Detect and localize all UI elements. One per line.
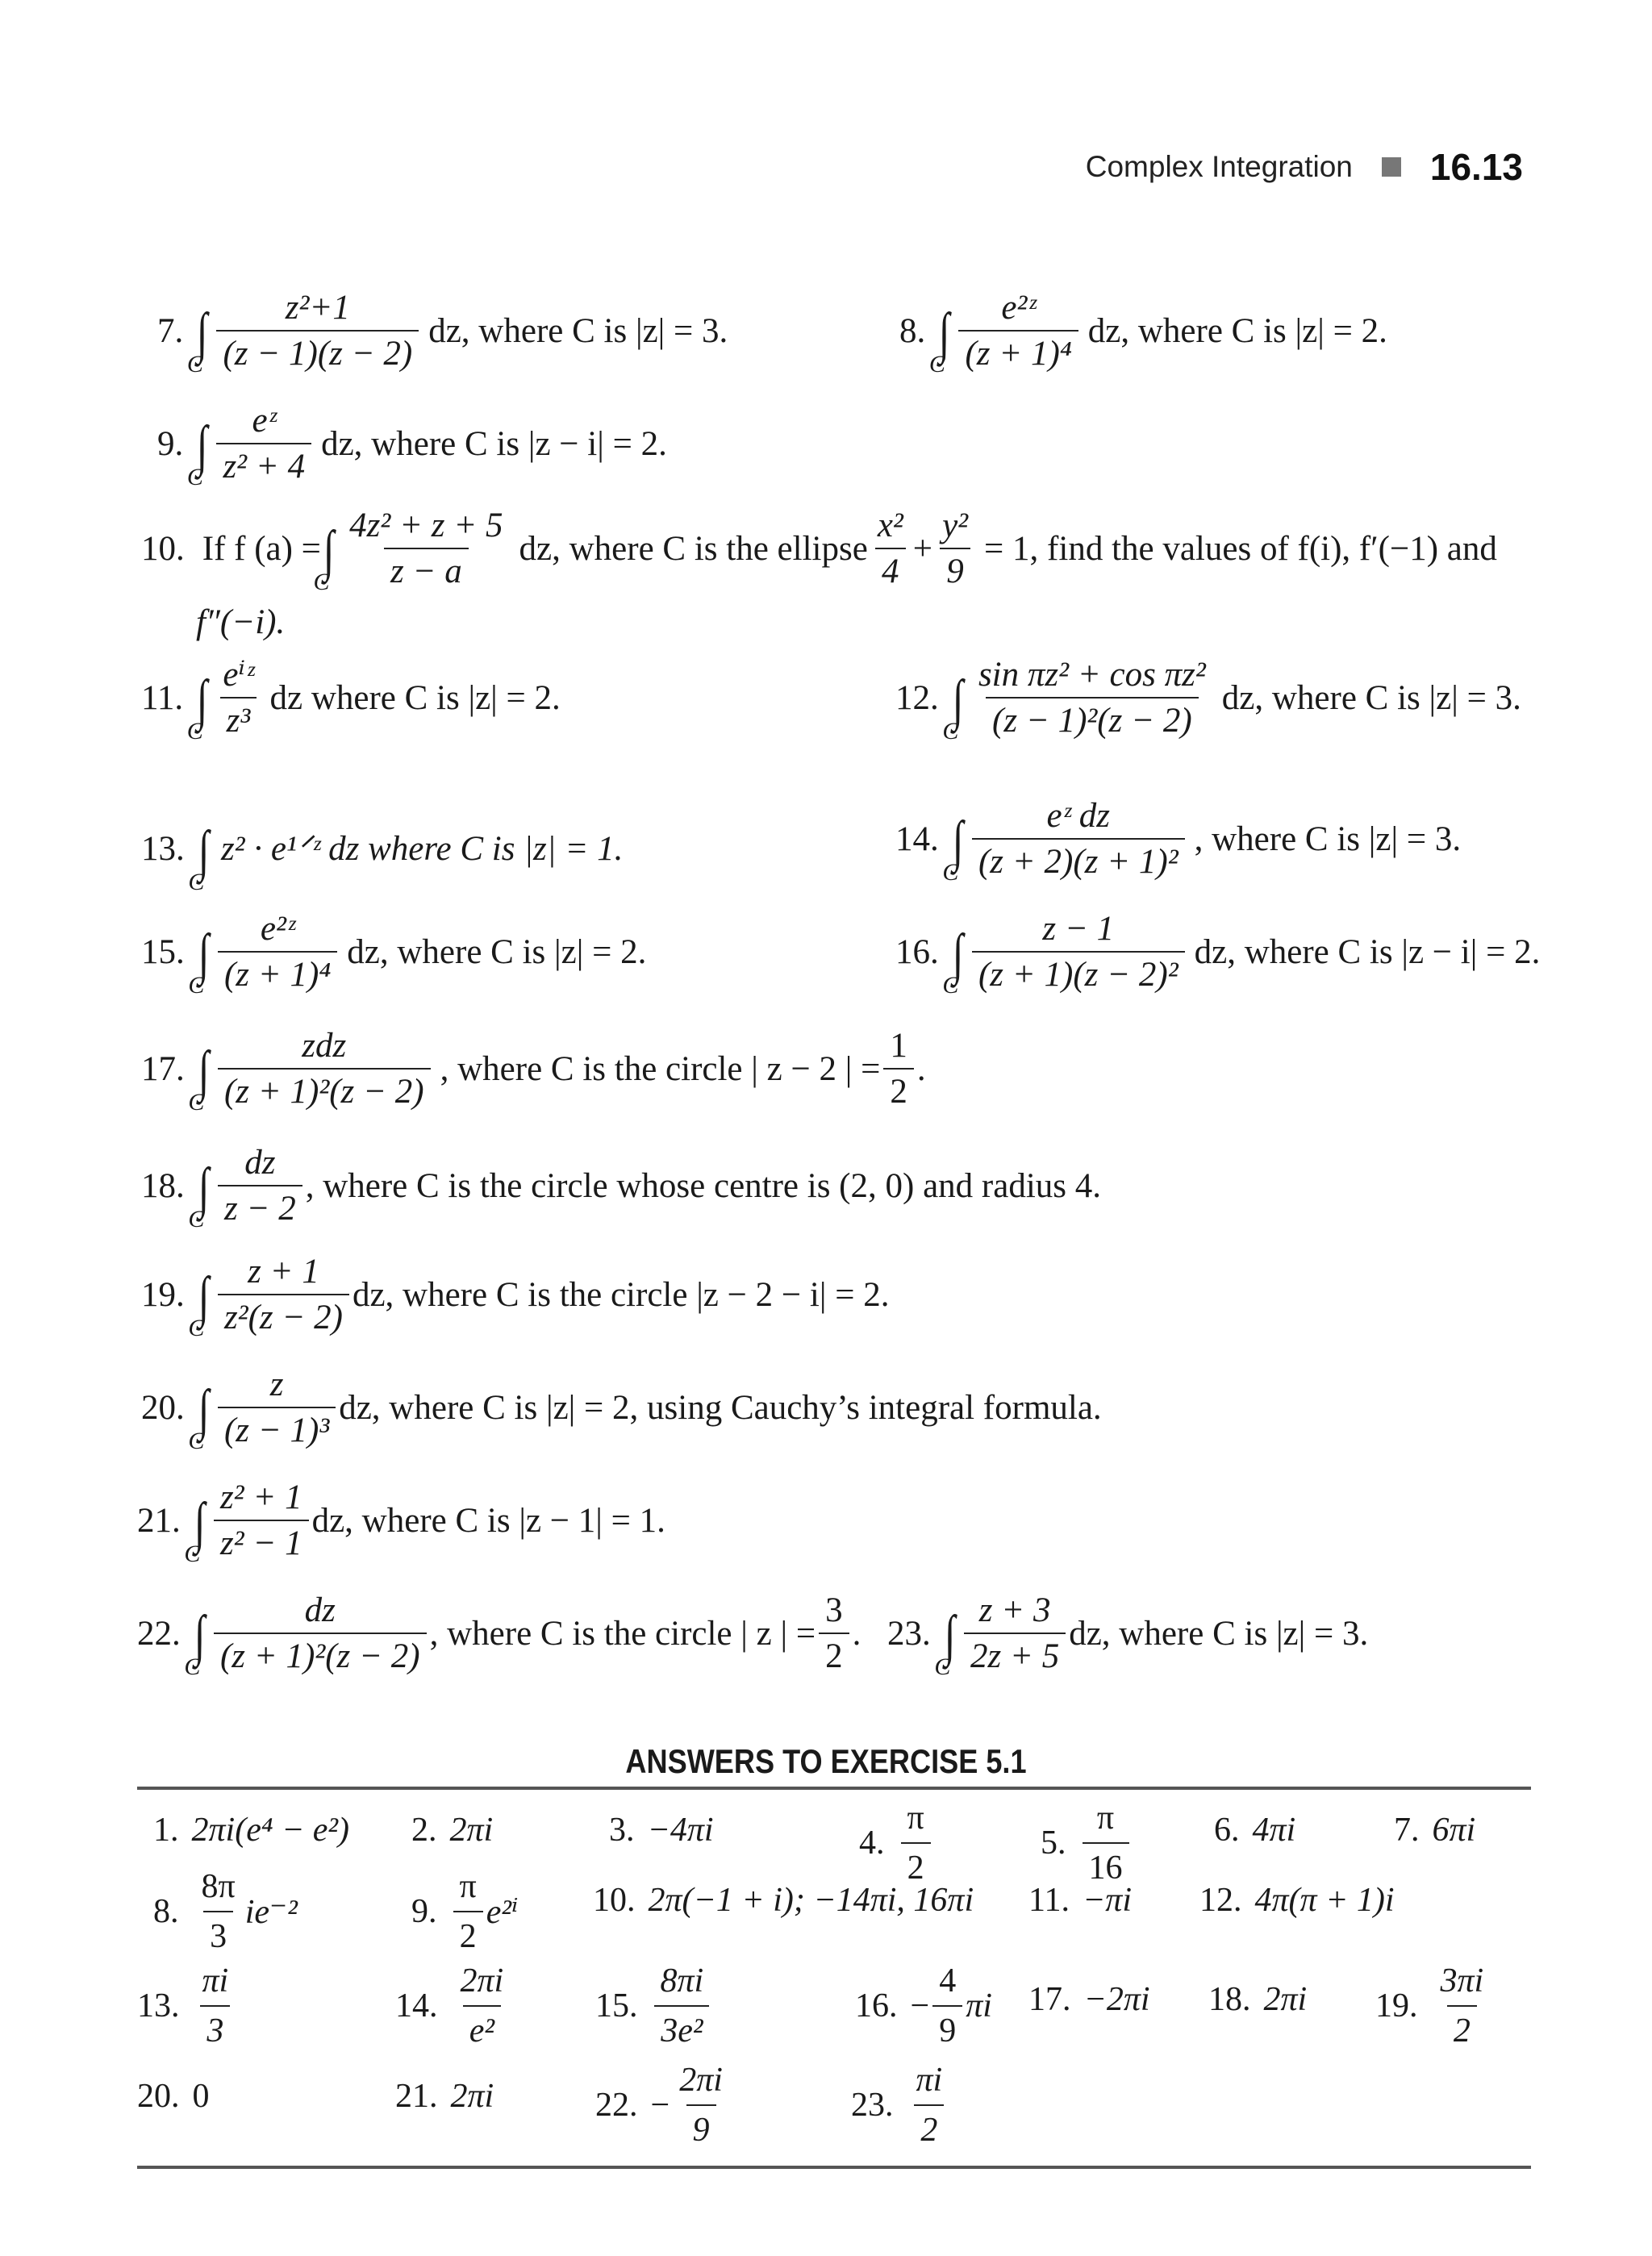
- exercise-16: [895, 910, 1541, 999]
- radius-fraction: $\frac{3}{2}$: [819, 1593, 849, 1674]
- exercise-text: f″(−i).: [196, 603, 286, 641]
- answer-7: 7. 6πi: [1394, 1812, 1476, 1849]
- integral-sign: ∫ C: [942, 923, 964, 999]
- answer-9: 9. $\frac{\pi}{2}$ e²ⁱ: [411, 1868, 519, 1955]
- exercise-21: [137, 1478, 665, 1567]
- exercise-number: 17.: [141, 1049, 185, 1088]
- period: .: [852, 1614, 861, 1653]
- integrand-fraction: $\frac{\text{sin πz² + cos πz²}}{\text{(z − 1)²(z − 2)}}$: [978, 656, 1206, 740]
- integral-sign: ∫ C: [313, 519, 335, 595]
- exercise-text: dz, where C is |z| = 3.: [1221, 678, 1521, 717]
- integrand-fraction: $\frac{\text{e²ᶻ}}{\text{(z + 1)⁴}}$: [958, 290, 1078, 371]
- integral-sign: ∫ C: [942, 669, 964, 744]
- exercise-text: , where C is the circle | z | =: [429, 1614, 816, 1653]
- exercise-number: 13.: [141, 830, 185, 868]
- answers-top-rule: [137, 1787, 1531, 1790]
- integral-sign: ∫ C: [188, 1266, 210, 1341]
- answer-4: 4. $\frac{\pi}{2}$: [859, 1799, 934, 1887]
- exercise-10: [141, 507, 1497, 595]
- exercise-number: 14.: [895, 819, 939, 858]
- answer-14: 14. $\frac{2\pi i}{\text{e²}}$: [395, 1962, 504, 2050]
- exercise-15: [141, 910, 647, 999]
- exercise-number: 7.: [157, 311, 184, 350]
- exercise-number: 22.: [137, 1614, 181, 1653]
- integrand-fraction: $\frac{z + 3}{2z + 5}$: [964, 1593, 1066, 1674]
- integral-sign: ∫ C: [188, 820, 210, 895]
- integrand-fraction: $\frac{\text{zdz}}{\text{(z + 1)²(z − 2)}}$: [218, 1028, 431, 1109]
- exercise-text: dz where C is |z| = 2.: [269, 678, 561, 717]
- exercise-9: [157, 402, 667, 490]
- exercise-12: [895, 656, 1521, 744]
- answer-2: 2. 2πi: [411, 1812, 494, 1849]
- exercise-text: , where C is |z| = 3.: [1194, 819, 1462, 858]
- answer-20: 20. 0: [137, 2078, 210, 2115]
- exercise-number: 10.: [141, 529, 185, 568]
- integral-sign: ∫ C: [186, 415, 208, 490]
- exercise-number: 19.: [141, 1275, 185, 1314]
- exercise-number: 15.: [141, 932, 185, 971]
- integrand-fraction: $\frac{z}{\text{(z − 1)³}}$: [218, 1367, 336, 1448]
- exercise-8: [899, 289, 1387, 377]
- page-header: [1086, 145, 1523, 189]
- exercise-7: [157, 289, 728, 377]
- answer-8: 8. $\frac{8\pi}{3}$ ie⁻²: [153, 1868, 298, 1955]
- exercise-text: , where C is the circle | z − 2 | =: [440, 1049, 881, 1088]
- exercise-23: [887, 1591, 1369, 1680]
- exercise-number: 12.: [895, 678, 939, 717]
- ellipse-x-term: $\frac{\text{x²}}{4}$: [871, 508, 910, 589]
- integrand-fraction: $\frac{z + 1}{\text{z²(z − 2)}}$: [218, 1254, 349, 1335]
- integral-sign: ∫ C: [186, 302, 208, 377]
- page-number: 16.13: [1429, 146, 1523, 188]
- square-bullet-icon: [1382, 157, 1401, 177]
- answer-1: 1. 2πi(e⁴ − e²): [153, 1812, 350, 1849]
- integral-sign: ∫ C: [188, 1040, 210, 1115]
- exercise-number: 11.: [141, 678, 184, 717]
- ellipse-y-term: $\frac{\text{y²}}{9}$: [936, 508, 974, 589]
- exercise-number: 20.: [141, 1388, 185, 1427]
- integrand-fraction: $\frac{\text{e²ᶻ}}{\text{(z + 1)⁴}}$: [218, 911, 337, 992]
- exercise-text: dz, where C is |z − 1| = 1.: [311, 1501, 665, 1540]
- exercise-text: dz, where C is |z| = 2.: [347, 932, 647, 971]
- answer-12: 12. 4π(π + 1)i: [1199, 1882, 1395, 1919]
- exercise-number: 9.: [157, 424, 184, 463]
- integral-sign: ∫ C: [188, 1157, 210, 1232]
- integral-sign: ∫ C: [188, 923, 210, 999]
- integral-sign: ∫ C: [184, 1491, 206, 1567]
- exercise-text: dz, where C is |z − i| = 2.: [1194, 932, 1541, 971]
- answer-19: 19. $\frac{3\pi i}{2}$: [1375, 1962, 1484, 2050]
- exercise-text: z² · e¹ᐟᶻ dz where C is |z| = 1.: [220, 830, 624, 868]
- exercise-lead: If f (a) =: [202, 529, 321, 568]
- section-title: Complex Integration: [1085, 150, 1353, 183]
- exercise-number: 21.: [137, 1501, 181, 1540]
- exercise-14: [895, 797, 1462, 886]
- exercise-number: 18.: [141, 1166, 185, 1205]
- exercise-17: [141, 1027, 926, 1115]
- integrand-fraction: $\frac{\text{eⁱᶻ}}{\text{z³}}$: [216, 657, 260, 738]
- exercise-20: [141, 1366, 1102, 1454]
- integrand-fraction: $\frac{\text{eᶻ dz}}{\text{(z + 2)(z + 1)²}}$: [972, 799, 1185, 879]
- exercise-text: dz, where C is |z| = 2.: [1087, 311, 1387, 350]
- exercise-text: dz, where C is |z| = 3.: [428, 311, 728, 350]
- answer-15: 15. $\frac{8\pi i}{\text{3e²}}$: [595, 1962, 713, 2050]
- exercise-number: 23.: [887, 1614, 931, 1653]
- radius-fraction: $\frac{1}{2}$: [883, 1028, 914, 1109]
- exercise-number: 8.: [899, 311, 926, 350]
- answers-heading: ANSWERS TO EXERCISE 5.1: [625, 1742, 1027, 1780]
- exercise-18: [141, 1144, 1101, 1232]
- integrand-fraction: $\frac{\text{4z² + z + 5}}{z - a}$: [349, 507, 503, 590]
- answer-11: 11. −πi: [1028, 1882, 1133, 1919]
- answer-16: 16. − $\frac{4}{9}$ πi: [855, 1962, 992, 2050]
- answer-18: 18. 2πi: [1208, 1981, 1308, 2018]
- exercise-13: [141, 815, 624, 895]
- answer-10: 10. 2π(−1 + i); −14πi, 16πi: [593, 1882, 974, 1919]
- plus-sign: +: [912, 529, 933, 568]
- exercise-22: [137, 1591, 861, 1680]
- answer-22: 22. − $\frac{2\pi i}{9}$: [595, 2062, 723, 2149]
- exercise-text: dz, where C is the ellipse: [519, 529, 868, 568]
- exercise-text: dz, where C is |z| = 2, using Cauchy’s integral formula.: [339, 1388, 1102, 1427]
- integrand-fraction: $\frac{\text{eᶻ}}{\text{z² + 4}}$: [216, 403, 311, 484]
- integral-sign: ∫ C: [942, 810, 964, 886]
- exercise-11: [141, 656, 561, 744]
- answer-5: 5. $\frac{\pi}{16}$: [1041, 1799, 1133, 1887]
- answer-17: 17. −2πi: [1028, 1981, 1150, 2018]
- answer-23: 23. $\frac{\pi i}{2}$: [851, 2061, 952, 2150]
- exercise-number: 16.: [895, 932, 939, 971]
- exercise-10-line2: [196, 605, 285, 640]
- integrand-fraction: $\frac{dz}{z - 2}$: [218, 1145, 302, 1226]
- integral-sign: ∫ C: [186, 669, 208, 744]
- answer-3: 3. −4πi: [609, 1812, 714, 1849]
- answer-21: 21. 2πi: [395, 2078, 494, 2115]
- exercise-text: , where C is the circle whose centre is (2, 0) and radius 4.: [305, 1166, 1101, 1205]
- integrand-fraction: $\frac{\text{z² + 1}}{\text{z² − 1}}$: [214, 1480, 309, 1561]
- integrand-fraction: $\frac{\text{z²+1}}{(z - 1)(z - 2)}$: [216, 290, 419, 371]
- integral-sign: ∫ C: [928, 302, 950, 377]
- exercise-19: [141, 1253, 890, 1341]
- integrand-fraction: $\frac{z - 1}{\text{(z + 1)(z − 2)²}}$: [972, 911, 1185, 992]
- integral-sign: ∫ C: [934, 1604, 956, 1680]
- answer-6: 6. 4πi: [1214, 1812, 1296, 1849]
- exercise-text: dz, where C is |z| = 3.: [1069, 1614, 1369, 1653]
- integral-sign: ∫ C: [188, 1378, 210, 1454]
- integral-sign: ∫ C: [184, 1604, 206, 1680]
- exercise-text: = 1, find the values of f(i), f′(−1) and: [984, 529, 1497, 568]
- exercise-text: dz, where C is the circle |z − 2 − i| = 2.: [352, 1275, 890, 1314]
- integrand-fraction: $\frac{dz}{\text{(z + 1)²(z − 2)}}$: [214, 1593, 427, 1674]
- answers-bottom-rule: [137, 2166, 1531, 2169]
- period: .: [916, 1049, 926, 1088]
- exercise-text: dz, where C is |z − i| = 2.: [321, 424, 667, 463]
- answer-13: 13. $\frac{\pi i}{3}$: [137, 1962, 238, 2050]
